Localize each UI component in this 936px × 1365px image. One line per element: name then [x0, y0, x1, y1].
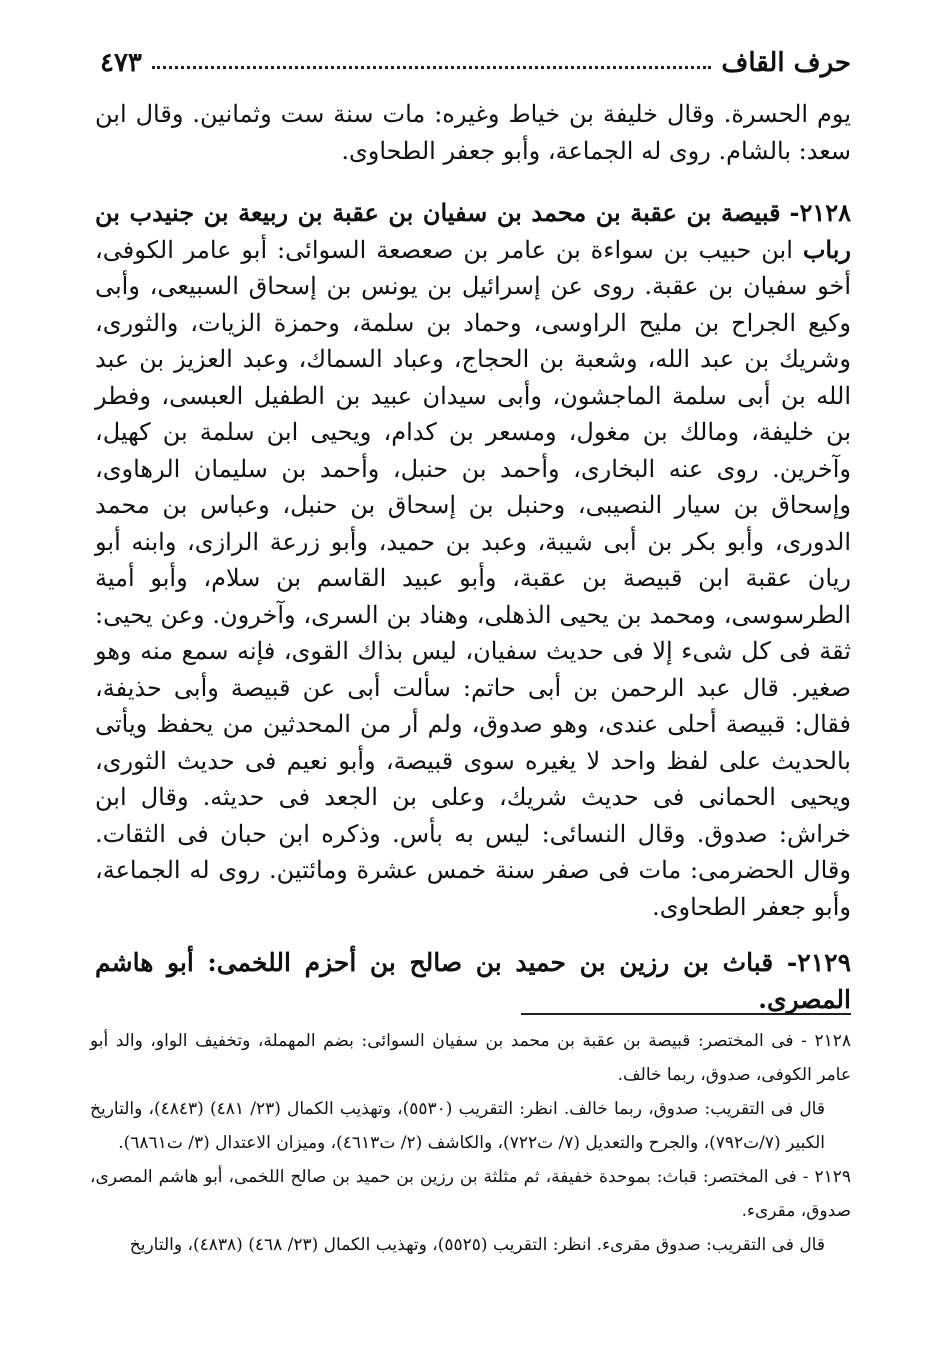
entry-2129 [95, 945, 851, 1018]
entry-2128-text: ابن حبيب بن سواءة بن عامر بن صعصعة السوائى: أبو عامر الكوفى، أخو سفيان بن عقبة. روى عن إسرائيل بن يونس بن إسحاق السبيعى، وأبى وكيع الجراح بن مليح الراوسى، وحماد بن سلمة، وحمزة الزيات، والثورى، وشريك بن عبد الله، وشعبة بن الحجاج، وعباد السماك، وعبد العزيز بن عبد الله بن أبى سلمة الماجشون، وأبى سيدان عبيد بن الطفيل العبسى، وفطر بن خليفة، ومالك بن مغول، ومسعر بن كدام، ويحيى ابن سلمة بن كهيل، وآخرين. روى عنه البخارى، وأحمد بن حنبل، وأحمد بن سليمان الرهاوى، وإسحاق بن سيار النصيبى، وحنبل بن إسحاق بن حنبل، وعباس بن محمد الدورى، وأبو بكر بن أبى شيبة، وعبد بن حميد، وأبو زرعة الرازى، وابنه أبو ريان عقبة ابن قبيصة بن عقبة، وأبو عبيد القاسم بن سلام، وأبو أمية الطرسوسى، ومحمد بن يحيى الذهلى، وهناد بن السرى، وآخرون. وعن يحيى: ثقة فى كل شىء إلا فى حديث سفيان، ليس بذاك القوى، فإنه سمع منه وهو صغير. قال عبد الرحمن بن أبى حاتم: سألت أبى عن قبيصة وأبى حذيفة، فقال: قبيصة أحلى عندى، وهو صدوق، ولم أر من المحدثين من يحفظ ويأتى بالحديث على لفظ واحد لا يغيره سوى قبيصة، وأبو نعيم فى حديث الثورى، ويحيى الحمانى فى حديث شريك، وعلى بن الجعد فى حديثه. وقال ابن خراش: صدوق. وقال النسائى: ليس به بأس. وذكره ابن حبان فى الثقات. وقال الحضرمى: مات فى صفر سنة خمس عشرة ومائتين. روى له الجماعة، وأبو جعفر الطحاوى. [95, 235, 851, 921]
footnotes [90, 1024, 851, 1262]
footnote-separator [521, 1013, 851, 1015]
carryover-paragraph: يوم الحسرة. وقال خليفة بن خياط وغيره: مات سنة ست وثمانين. وقال ابن سعد: بالشام. روى له الجماعة، وأبو جعفر الطحاوى. [95, 100, 851, 165]
entry-2129-number: ٢١٢٩- [786, 948, 851, 977]
footnote-2128-references: قال فى التقريب: صدوق، ربما خالف. انظر: التقريب (٥٥٣٠)، وتهذيب الكمال (٢٣/ ٤٨١) (٤٨٤٣)، والتاريخ الكبير (٧/ت٧٩٢)، والجرح والتعديل (٧/ ت٧٢٢)، والكاشف (٢/ ت٤٦١٣)، وميزان الاعتدال (٣/ ت٦٨٦١). [90, 1099, 825, 1153]
running-header [100, 38, 851, 78]
footnote-2128-summary: ٢١٢٨ - فى المختصر: قبيصة بن عقبة بن محمد بن سفيان السوائى: بضم المهملة، وتخفيف الواو، والد أبو عامر الكوفى، صدوق، ربما خالف. [90, 1031, 851, 1085]
entry-2128-name: قبيصة بن عقبة بن محمد بن سفيان بن عقبة بن ربيعة بن جنيدب بن رباب [95, 198, 851, 264]
page-number: ٤٧٣ [100, 48, 142, 78]
entry-2129-text: قباث بن رزين بن حميد بن صالح بن أحزم اللخمى: أبو هاشم المصرى. [95, 948, 851, 1014]
entry-2128 [95, 195, 851, 925]
main-text [95, 96, 851, 1018]
entry-2128-number: ٢١٢٨- [789, 198, 851, 227]
footnote-2129-references: قال فى التقريب: صدوق مقرىء. انظر: التقريب (٥٥٢٥)، وتهذيب الكمال (٢٣/ ٤٦٨) (٤٨٣٨)، والتاريخ [129, 1235, 825, 1255]
header-dotted-leader [152, 66, 712, 69]
chapter-title: حرف القاف [721, 48, 851, 78]
footnote-2129-summary: ٢١٢٩ - فى المختصر: قباث: بموحدة خفيفة، ثم مثلثة بن رزين بن حميد بن صالح اللخمى، أبو هاشم المصرى، صدوق، مقرىء. [90, 1167, 851, 1221]
